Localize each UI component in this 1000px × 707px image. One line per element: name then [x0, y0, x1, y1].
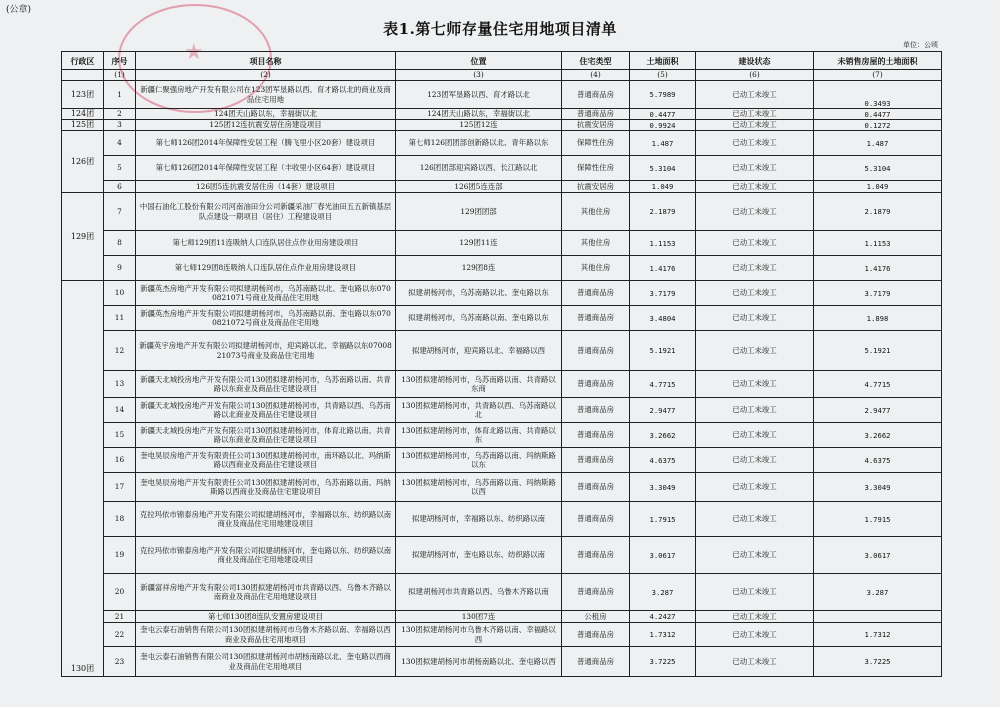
col-header-type: 住宅类型 — [562, 52, 630, 70]
location-cell: 130团拟建胡杨河市乌鲁木齐路以南、幸福路以西 — [396, 623, 562, 647]
type-cell: 公租房 — [562, 611, 630, 623]
status-cell: 已动工未竣工 — [696, 423, 814, 448]
table-row — [62, 281, 942, 306]
location-cell: 130团拟建胡杨河市，乌苏南路以南、玛纳斯路以东 — [396, 448, 562, 473]
col-header-project: 项目名称 — [136, 52, 396, 70]
status-cell: 已动工未竣工 — [696, 231, 814, 256]
row-no: 8 — [104, 231, 136, 256]
table-row — [62, 193, 942, 231]
row-no: 19 — [104, 537, 136, 574]
location-cell: 拟建胡杨河市，迎宾路以北、幸福路以西 — [396, 331, 562, 371]
table-row — [62, 502, 942, 537]
project-name: 克拉玛依市锦泰房地产开发有限公司拟建胡杨河市，奎屯路以东、纺织路以南商业及商品住宅用地建设项目 — [136, 537, 396, 574]
type-cell: 其他住房 — [562, 193, 630, 231]
index-row — [62, 70, 942, 81]
status-cell: 已动工未竣工 — [696, 256, 814, 281]
project-name: 新疆英杰房地产开发有限公司拟建胡杨河市，乌苏南路以北、奎屯路以东0700821071号商业及商品住宅用地 — [136, 281, 396, 306]
type-cell: 普通商品房 — [562, 623, 630, 647]
area-cell: 5.7989 — [630, 81, 696, 109]
table-row — [62, 448, 942, 473]
row-no: 22 — [104, 623, 136, 647]
type-cell: 普通商品房 — [562, 423, 630, 448]
project-name: 新疆富祥房地产开发有限公司130团拟建胡杨河市共青路以西、乌鲁木齐路以南商业及商品住宅用地建设项目 — [136, 574, 396, 611]
table-row — [62, 398, 942, 423]
area-cell: 3.0617 — [630, 537, 696, 574]
type-cell: 保障性住房 — [562, 131, 630, 156]
area-cell: 5.3104 — [630, 156, 696, 181]
table-row — [62, 156, 942, 181]
row-no: 7 — [104, 193, 136, 231]
location-cell: 125团12连 — [396, 120, 562, 131]
project-name: 126团5连抗震安居住房（14套）建设项目 — [136, 181, 396, 193]
area-cell: 1.049 — [630, 181, 696, 193]
row-no: 20 — [104, 574, 136, 611]
status-cell: 已动工未竣工 — [696, 647, 814, 677]
area-cell: 1.7915 — [630, 502, 696, 537]
project-name: 125团12连抗震安居住房建设项目 — [136, 120, 396, 131]
area-cell: 3.4804 — [630, 306, 696, 331]
table-row — [62, 120, 942, 131]
row-no: 2 — [104, 109, 136, 120]
table-row — [62, 423, 942, 448]
row-no: 3 — [104, 120, 136, 131]
status-cell: 已动工未竣工 — [696, 81, 814, 109]
area-cell: 1.4176 — [630, 256, 696, 281]
area-cell: 0.9924 — [630, 120, 696, 131]
project-name: 新疆仁聚强房地产开发有限公司在123团军垦路以西、育才路以北的商业及商品住宅用地 — [136, 81, 396, 109]
type-cell: 普通商品房 — [562, 306, 630, 331]
table-title: 表1.第七师存量住宅用地项目清单 — [383, 20, 617, 38]
type-cell: 保障性住房 — [562, 156, 630, 181]
index-cell: (6) — [696, 70, 814, 81]
col-header-area: 土地面积 — [630, 52, 696, 70]
district-cell: 125团 — [62, 120, 104, 131]
area-cell: 2.9477 — [630, 398, 696, 423]
location-cell: 拟建胡杨河市，乌苏南路以南、奎屯路以东 — [396, 306, 562, 331]
row-no: 14 — [104, 398, 136, 423]
location-cell: 130团拟建胡杨河市胡杨南路以北、奎屯路以西 — [396, 647, 562, 677]
project-name: 第七师129团8连吸纳人口连队居住点作业用房建设项目 — [136, 256, 396, 281]
type-cell: 普通商品房 — [562, 81, 630, 109]
index-cell: (7) — [814, 70, 942, 81]
seal-note: (公章) — [6, 5, 32, 15]
location-cell: 拟建胡杨河市，奎屯路以东、纺织路以南 — [396, 537, 562, 574]
table-row — [62, 306, 942, 331]
status-cell: 已动工未竣工 — [696, 448, 814, 473]
unsold-cell: 0.4477 — [814, 109, 942, 120]
project-name: 新疆英宇房地产开发有限公司拟建胡杨河市，迎宾路以北、幸福路以东0700821073号商业及商品住宅用地 — [136, 331, 396, 371]
row-no: 4 — [104, 131, 136, 156]
location-cell: 130团拟建胡杨河市，共青路以西、乌苏南路以北 — [396, 398, 562, 423]
project-name: 奎电昊辰房地产开发有限责任公司130团拟建胡杨河市，乌苏南路以南、玛纳斯路以西商业及商品住宅建设项目 — [136, 473, 396, 502]
col-header-unsold: 未销售房屋的土地面积 — [814, 52, 942, 70]
project-name: 第七师130团8连队安置房建设项目 — [136, 611, 396, 623]
district-cell: 129团 — [62, 193, 104, 281]
type-cell: 普通商品房 — [562, 574, 630, 611]
table-row — [62, 611, 942, 623]
unsold-cell: 1.1153 — [814, 231, 942, 256]
district-cell: 130团 — [62, 281, 104, 677]
unsold-cell: 1.7312 — [814, 623, 942, 647]
location-cell: 拟建胡杨河市共青路以西、乌鲁木齐路以南 — [396, 574, 562, 611]
location-cell: 130团拟建胡杨河市，乌苏南路以南、玛纳斯路以西 — [396, 473, 562, 502]
status-cell: 已动工未竣工 — [696, 193, 814, 231]
unsold-cell: 1.7915 — [814, 502, 942, 537]
status-cell: 已动工未竣工 — [696, 611, 814, 623]
type-cell: 普通商品房 — [562, 502, 630, 537]
unsold-cell: 3.2662 — [814, 423, 942, 448]
type-cell: 普通商品房 — [562, 647, 630, 677]
area-cell: 2.1879 — [630, 193, 696, 231]
unsold-cell: 5.3104 — [814, 156, 942, 181]
project-name: 新疆天北城投房地产开发有限公司130团拟建胡杨河市，共青路以西、乌苏南路以北商业及商品住宅建设项目 — [136, 398, 396, 423]
row-no: 9 — [104, 256, 136, 281]
status-cell: 已动工未竣工 — [696, 306, 814, 331]
row-no: 23 — [104, 647, 136, 677]
status-cell: 已动工未竣工 — [696, 537, 814, 574]
unsold-cell: 5.1921 — [814, 331, 942, 371]
index-cell: (3) — [396, 70, 562, 81]
location-cell: 130团7连 — [396, 611, 562, 623]
location-cell: 126团团部迎宾路以西、长江路以北 — [396, 156, 562, 181]
index-cell-blank — [62, 70, 104, 81]
status-cell: 已动工未竣工 — [696, 398, 814, 423]
row-no: 6 — [104, 181, 136, 193]
type-cell: 普通商品房 — [562, 398, 630, 423]
location-cell: 第七师126团团部创新路以北、青年路以东 — [396, 131, 562, 156]
row-no: 18 — [104, 502, 136, 537]
table-row — [62, 473, 942, 502]
table-row — [62, 331, 942, 371]
area-cell: 3.7225 — [630, 647, 696, 677]
type-cell: 普通商品房 — [562, 448, 630, 473]
district-cell: 126团 — [62, 131, 104, 193]
land-list-table — [61, 51, 942, 677]
status-cell: 已动工未竣工 — [696, 574, 814, 611]
status-cell: 已动工未竣工 — [696, 120, 814, 131]
area-cell: 3.2662 — [630, 423, 696, 448]
table-row — [62, 131, 942, 156]
status-cell: 已动工未竣工 — [696, 371, 814, 398]
table-row — [62, 574, 942, 611]
area-cell: 4.2427 — [630, 611, 696, 623]
area-cell: 1.487 — [630, 131, 696, 156]
project-name: 第七师126团2014年保障性安居工程（腾飞里小区20套）建设项目 — [136, 131, 396, 156]
type-cell: 抗震安居房 — [562, 181, 630, 193]
location-cell: 130团拟建胡杨河市，乌苏南路以南、共青路以东商 — [396, 371, 562, 398]
area-cell: 1.1153 — [630, 231, 696, 256]
status-cell: 已动工未竣工 — [696, 181, 814, 193]
project-name: 新疆天北城投房地产开发有限公司130团拟建胡杨河市，乌苏南路以南、共青路以东商业及商品住宅建设项目 — [136, 371, 396, 398]
status-cell: 已动工未竣工 — [696, 331, 814, 371]
row-no: 13 — [104, 371, 136, 398]
row-no: 21 — [104, 611, 136, 623]
district-cell: 123团 — [62, 81, 104, 109]
col-header-status: 建设状态 — [696, 52, 814, 70]
location-cell: 129团团部 — [396, 193, 562, 231]
project-name: 第七师126团2014年保障性安居工程（丰收里小区64套）建设项目 — [136, 156, 396, 181]
unsold-cell: 3.7225 — [814, 647, 942, 677]
table-row — [62, 109, 942, 120]
unsold-cell: 0.1272 — [814, 120, 942, 131]
area-cell: 4.6375 — [630, 448, 696, 473]
status-cell: 已动工未竣工 — [696, 473, 814, 502]
area-cell: 4.7715 — [630, 371, 696, 398]
project-name: 新疆英杰房地产开发有限公司拟建胡杨河市，乌苏南路以南、奎屯路以东0700821072号商业及商品住宅用地 — [136, 306, 396, 331]
project-name: 奎电昊辰房地产开发有限责任公司130团拟建胡杨河市，南环路以北、玛纳斯路以西商业及商品住宅建设项目 — [136, 448, 396, 473]
unsold-cell: 1.898 — [814, 306, 942, 331]
header-row — [62, 52, 942, 70]
table-row — [62, 181, 942, 193]
location-cell: 129团11连 — [396, 231, 562, 256]
row-no: 1 — [104, 81, 136, 109]
project-name: 第七师129团11连吸纳人口连队居住点作业用房建设项目 — [136, 231, 396, 256]
type-cell: 普通商品房 — [562, 281, 630, 306]
area-cell: 3.7179 — [630, 281, 696, 306]
type-cell: 普通商品房 — [562, 371, 630, 398]
index-cell: (4) — [562, 70, 630, 81]
type-cell: 其他住房 — [562, 231, 630, 256]
project-name: 新疆天北城投房地产开发有限公司130团拟建胡杨河市，体育北路以南、共青路以东商业及商品住宅建设项目 — [136, 423, 396, 448]
index-cell: (5) — [630, 70, 696, 81]
district-cell: 124团 — [62, 109, 104, 120]
location-cell: 124团天山路以东，幸福街以北 — [396, 109, 562, 120]
table-row — [62, 81, 942, 109]
status-cell: 已动工未竣工 — [696, 156, 814, 181]
status-cell: 已动工未竣工 — [696, 131, 814, 156]
table-row — [62, 256, 942, 281]
index-cell: (1) — [104, 70, 136, 81]
row-no: 15 — [104, 423, 136, 448]
col-header-district: 行政区 — [62, 52, 104, 70]
unsold-cell: 3.287 — [814, 574, 942, 611]
table-row — [62, 537, 942, 574]
location-cell: 拟建胡杨河市，乌苏南路以北、奎屯路以东 — [396, 281, 562, 306]
area-cell: 0.4477 — [630, 109, 696, 120]
table-row — [62, 623, 942, 647]
row-no: 10 — [104, 281, 136, 306]
project-name: 124团天山路以东，幸福街以北 — [136, 109, 396, 120]
col-header-location: 位置 — [396, 52, 562, 70]
unsold-cell — [814, 611, 942, 623]
unsold-cell: 3.3049 — [814, 473, 942, 502]
table-row — [62, 231, 942, 256]
project-name: 奎屯云泰石油销售有限公司130团拟建胡杨河市胡杨南路以北、奎屯路以西商业及商品住宅用地项目 — [136, 647, 396, 677]
type-cell: 抗震安居房 — [562, 120, 630, 131]
table-row — [62, 371, 942, 398]
row-no: 5 — [104, 156, 136, 181]
unsold-cell: 2.9477 — [814, 398, 942, 423]
area-cell: 1.7312 — [630, 623, 696, 647]
row-no: 12 — [104, 331, 136, 371]
type-cell: 普通商品房 — [562, 537, 630, 574]
type-cell: 其他住房 — [562, 256, 630, 281]
location-cell: 130团拟建胡杨河市，体育北路以南、共青路以东 — [396, 423, 562, 448]
status-cell: 已动工未竣工 — [696, 281, 814, 306]
unsold-cell: 4.7715 — [814, 371, 942, 398]
location-cell: 129团8连 — [396, 256, 562, 281]
location-cell: 123团军垦路以西、育才路以北 — [396, 81, 562, 109]
row-no: 16 — [104, 448, 136, 473]
type-cell: 普通商品房 — [562, 109, 630, 120]
area-cell: 5.1921 — [630, 331, 696, 371]
area-cell: 3.287 — [630, 574, 696, 611]
project-name: 中国石油化工股份有限公司河南油田分公司新疆采油厂春光油田五五新镇基层队点建设一期项目（居住）工程建设项目 — [136, 193, 396, 231]
index-cell: (2) — [136, 70, 396, 81]
unsold-cell: 3.0617 — [814, 537, 942, 574]
type-cell: 普通商品房 — [562, 473, 630, 502]
status-cell: 已动工未竣工 — [696, 502, 814, 537]
project-name: 奎屯云泰石油销售有限公司130团拟建胡杨河市乌鲁木齐路以南、幸福路以西商业及商品住宅用地项目 — [136, 623, 396, 647]
location-cell: 126团5连连部 — [396, 181, 562, 193]
unsold-cell: 1.049 — [814, 181, 942, 193]
project-name: 克拉玛依市锦泰房地产开发有限公司拟建胡杨河市，幸福路以东、纺织路以南商业及商品住宅用地建设项目 — [136, 502, 396, 537]
location-cell: 拟建胡杨河市，幸福路以东、纺织路以南 — [396, 502, 562, 537]
row-no: 11 — [104, 306, 136, 331]
unsold-cell: 1.487 — [814, 131, 942, 156]
unsold-cell: 4.6375 — [814, 448, 942, 473]
unsold-cell: 3.7179 — [814, 281, 942, 306]
status-cell: 已动工未竣工 — [696, 109, 814, 120]
unsold-cell: 2.1879 — [814, 193, 942, 231]
row-no: 17 — [104, 473, 136, 502]
status-cell: 已动工未竣工 — [696, 623, 814, 647]
unit-label: 单位：公顷 — [903, 41, 938, 49]
area-cell: 3.3049 — [630, 473, 696, 502]
table-row — [62, 647, 942, 677]
type-cell: 普通商品房 — [562, 331, 630, 371]
col-header-no: 序号 — [104, 52, 136, 70]
unsold-cell: 1.4176 — [814, 256, 942, 281]
unsold-cell: 0.3493 — [814, 81, 942, 109]
